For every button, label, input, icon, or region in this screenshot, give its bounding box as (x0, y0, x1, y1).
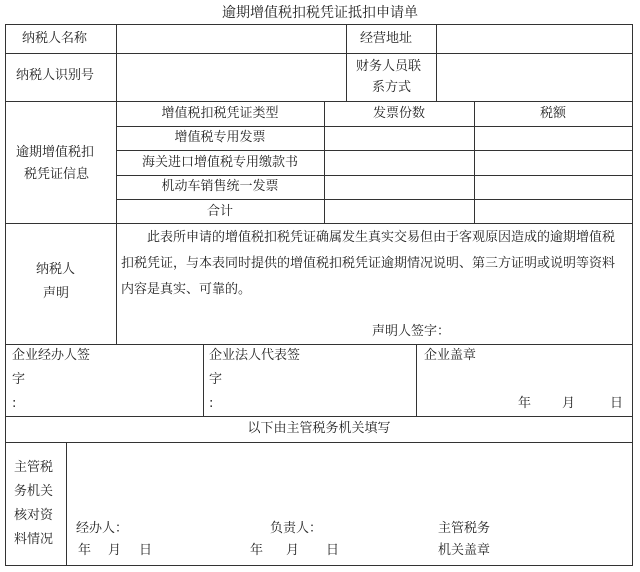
voucher-total-label: 合计 (206, 204, 233, 219)
tax-authority-section-header: 以下由主管税务机关填写 (247, 421, 391, 436)
declaration-label: 纳税人 (36, 262, 76, 277)
declaration-text: 此表所申请的增值税扣税凭证确属发生真实交易但由于客观原因造成的逾期增值税扣税凭证，与本表同时提供的增值税扣税凭证逾期情况说明、第三方证明或说明等资料内容是真实、可靠的。 (121, 230, 616, 297)
row-divider (116, 175, 632, 176)
seal-date-year: 年 (518, 396, 532, 411)
row-divider (6, 101, 632, 102)
handler-date-month: 月 (108, 543, 122, 558)
finance-contact-label: 财务人员联 (356, 59, 422, 74)
form-title: 逾期增值税扣税凭证抵扣申请单 (222, 5, 418, 21)
enterprise-agent-signature-label-cont: 字 (12, 372, 26, 387)
seal-date-day: 日 (610, 396, 624, 411)
legal-rep-signature-label: 企业法人代表签 (209, 348, 301, 363)
row-divider (116, 199, 632, 200)
col-header-tax-amount: 税额 (539, 106, 566, 121)
application-form (5, 24, 633, 566)
handler-date-year: 年 (78, 543, 92, 558)
row-divider (116, 126, 632, 127)
authority-check-label: 料情况 (14, 532, 54, 547)
enterprise-agent-signature-colon: : (12, 396, 17, 411)
handler-date-day: 日 (139, 543, 153, 558)
tax-office-seal-label-cont: 机关盖章 (438, 543, 491, 558)
authority-check-label: 务机关 (14, 484, 54, 499)
row-divider (6, 442, 632, 443)
row-divider (116, 150, 632, 151)
col-header-invoice-count: 发票份数 (372, 106, 425, 121)
row-divider (6, 344, 632, 345)
responsible-date-month: 月 (286, 543, 300, 558)
col-header-voucher-type: 增值税扣税凭证类型 (161, 106, 279, 121)
legal-rep-signature-colon: : (209, 396, 214, 411)
col-divider (346, 25, 347, 101)
legal-rep-signature-label-cont: 字 (209, 372, 223, 387)
row-divider (6, 53, 632, 54)
declaration-label-cont: 声明 (43, 286, 70, 301)
col-divider (203, 344, 204, 416)
enterprise-seal-label: 企业盖章 (424, 348, 477, 363)
voucher-row-vehicle-invoice: 机动车销售统一发票 (161, 179, 279, 194)
responsible-date-day: 日 (326, 543, 340, 558)
col-divider (436, 25, 437, 101)
voucher-row-vat-invoice: 增值税专用发票 (174, 130, 266, 145)
col-divider (66, 442, 67, 566)
finance-contact-label-cont: 系方式 (372, 80, 412, 95)
seal-date-month: 月 (562, 396, 576, 411)
authority-check-label: 核对资 (14, 508, 54, 523)
responsible-date-year: 年 (250, 543, 264, 558)
voucher-section-label-cont: 税凭证信息 (24, 167, 90, 182)
voucher-section-label: 逾期增值税扣 (16, 145, 95, 160)
col-divider (416, 344, 417, 416)
row-divider (6, 416, 632, 417)
taxpayer-name-label: 纳税人名称 (22, 31, 88, 46)
voucher-row-customs-payment: 海关进口增值税专用缴款书 (141, 155, 298, 170)
business-address-label: 经营地址 (360, 31, 413, 46)
authority-responsible-label: 负责人： (270, 521, 323, 536)
authority-check-label: 主管税 (14, 460, 54, 475)
tax-office-seal-label: 主管税务 (438, 521, 491, 536)
row-divider (6, 223, 632, 224)
enterprise-agent-signature-label: 企业经办人签 (12, 348, 91, 363)
taxpayer-id-label: 纳税人识别号 (16, 68, 95, 83)
authority-handler-label: 经办人： (76, 521, 129, 536)
declarant-signature-label: 声明人签字： (372, 324, 451, 339)
